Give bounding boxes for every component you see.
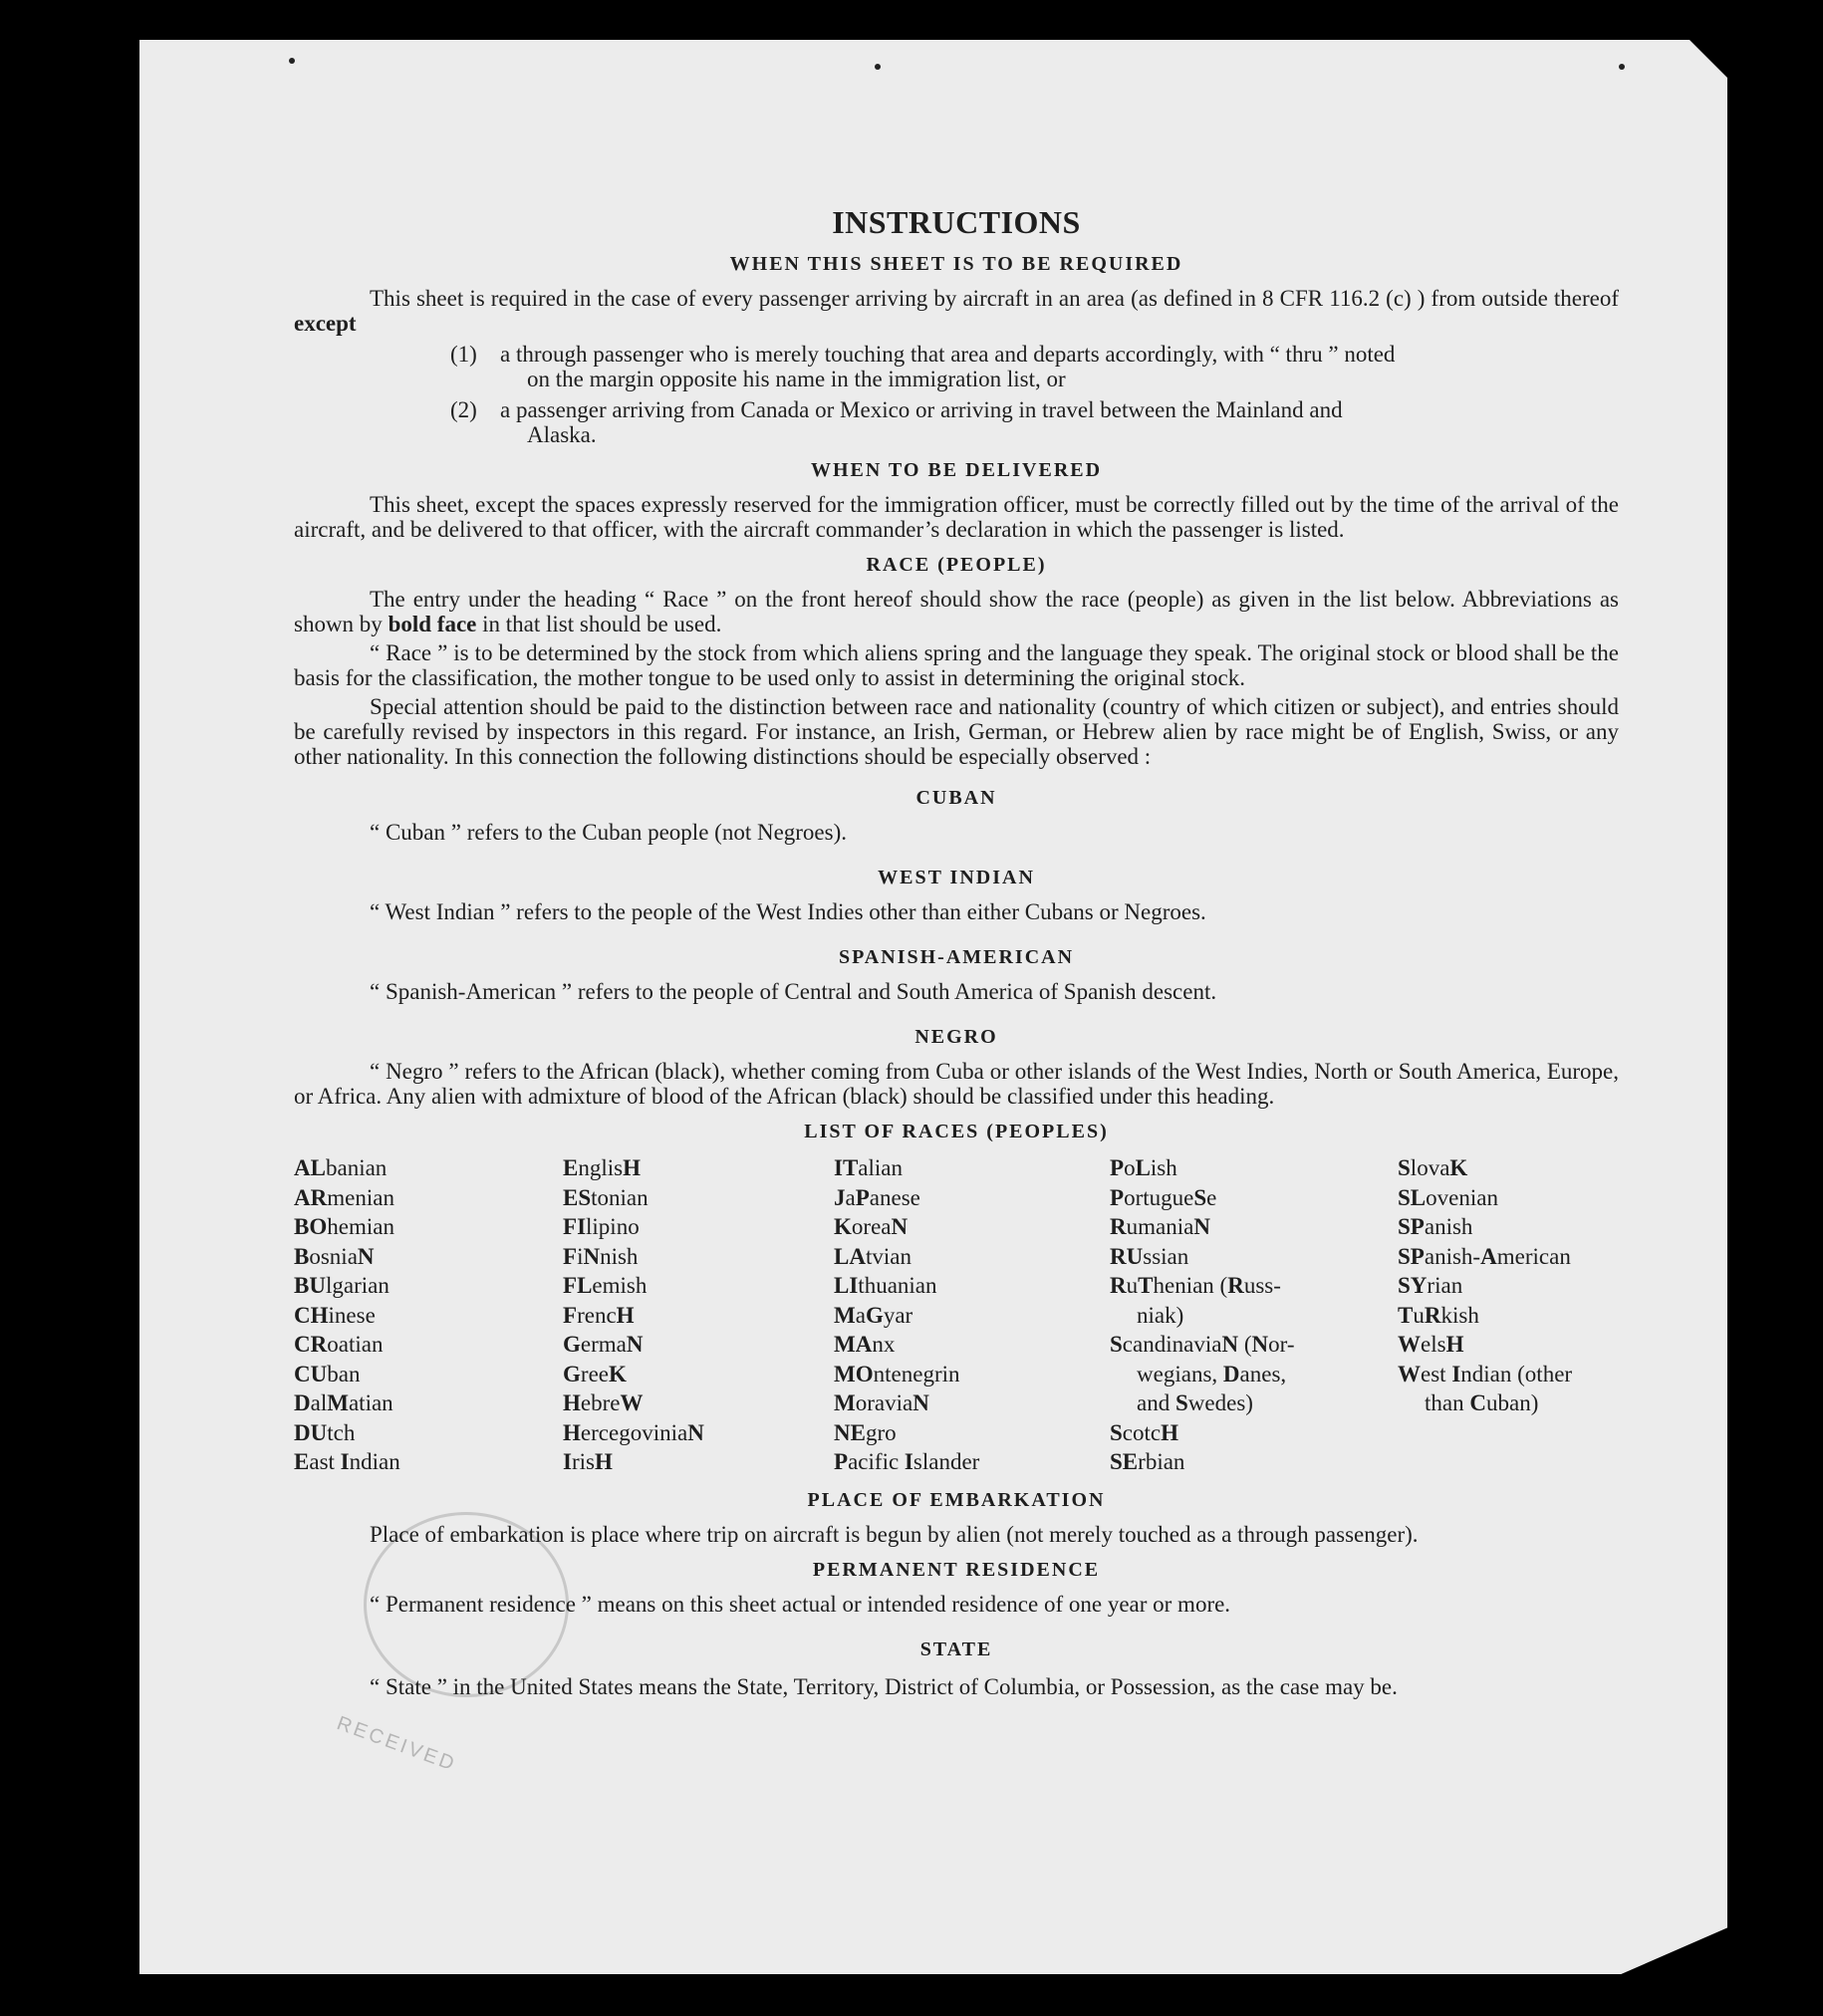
section-heading-race: RACE (PEOPLE) bbox=[866, 554, 1047, 576]
race-entry: BOhemian bbox=[294, 1214, 394, 1239]
race-entry: wegians, Danes, bbox=[1137, 1361, 1287, 1386]
race-entry: BosniaN bbox=[294, 1243, 375, 1269]
race-entry: FiNnish bbox=[563, 1243, 639, 1269]
section-heading-permanent-residence: PERMANENT RESIDENCE bbox=[812, 1558, 1101, 1581]
race-entry: NEgro bbox=[834, 1419, 897, 1445]
race-paragraph-3: Special attention should be paid to the distinction between race and nationality (country of which citizen or subject), and entries should be carefully revised by inspectors in this regard. For instance, an Irish, German, or Hebrew alien by race might be of English, Swiss, or any other nationality. In this connection the following distinctions should be especially observed : bbox=[294, 694, 1619, 769]
permanent-residence-text: “ Permanent residence ” means on this sheet actual or intended residence of one year or more. bbox=[370, 1591, 1231, 1617]
embarkation-text: Place of embarkation is place where trip on aircraft is begun by alien (not merely touched as a through passenger). bbox=[370, 1521, 1419, 1547]
page-corner bbox=[1689, 39, 1728, 79]
race-entry: SLovenian bbox=[1398, 1184, 1498, 1210]
race-entry: FLemish bbox=[563, 1273, 648, 1298]
page-title: INSTRUCTIONS bbox=[832, 204, 1081, 240]
race-entry: MAnx bbox=[834, 1332, 896, 1357]
required-intro: This sheet is required in the case of every passenger arriving by aircraft in an area (as defined in 8 CFR 116.2 (c) ) from outside thereof except bbox=[294, 286, 1619, 336]
races-column bbox=[1110, 1153, 1398, 1477]
race-entry: MaGyar bbox=[834, 1302, 913, 1328]
race-entry: Pacific Islander bbox=[834, 1449, 980, 1474]
race-entry: ScandinaviaN (Nor- bbox=[1110, 1332, 1295, 1357]
instructions-content bbox=[294, 164, 1619, 1703]
race-entry: East Indian bbox=[294, 1449, 400, 1474]
race-entry: ARmenian bbox=[294, 1184, 394, 1210]
exception-item: (2) a passenger arriving from Canada or Mexico or arriving in travel between the Mainland and Alaska. bbox=[450, 397, 1343, 447]
delivered-text: This sheet, except the spaces expressly reserved for the immigration officer, must be correctly filled out by the time of the arrival of the aircraft, and be delivered to that officer, with the aircraft commander’s declaration in which the passenger is listed. bbox=[294, 492, 1619, 542]
race-entry: EStonian bbox=[563, 1184, 649, 1210]
race-entry: SPanish-American bbox=[1398, 1243, 1571, 1269]
cuban-text: “ Cuban ” refers to the Cuban people (not Negroes). bbox=[370, 820, 848, 845]
race-entry: SPanish bbox=[1398, 1214, 1473, 1239]
west-indian-text: “ West Indian ” refers to the people of the West Indies other than either Cubans or Negroes. bbox=[370, 899, 1206, 924]
races-column bbox=[563, 1153, 834, 1477]
section-heading-embarkation: PLACE OF EMBARKATION bbox=[807, 1488, 1106, 1511]
section-heading-delivered: WHEN TO BE DELIVERED bbox=[810, 459, 1103, 481]
race-entry: PoLish bbox=[1110, 1155, 1177, 1180]
race-entry: LIthuanian bbox=[834, 1273, 937, 1298]
section-heading-cuban: CUBAN bbox=[915, 787, 997, 809]
section-heading-west-indian: WEST INDIAN bbox=[878, 867, 1035, 888]
race-entry: DalMatian bbox=[294, 1390, 393, 1415]
race-entry: CUban bbox=[294, 1361, 361, 1386]
section-heading-negro: NEGRO bbox=[914, 1026, 998, 1048]
race-entry: FrencH bbox=[563, 1302, 635, 1328]
page-corner-bottom bbox=[1619, 1927, 1728, 1975]
race-entry: TuRkish bbox=[1398, 1302, 1479, 1328]
race-entry: niak) bbox=[1137, 1302, 1184, 1328]
race-entry: PortugueSe bbox=[1110, 1184, 1217, 1210]
document-page bbox=[139, 40, 1727, 1974]
state-text: “ State ” in the United States means the State, Territory, District of Columbia, or Possession, as the case may be. bbox=[370, 1673, 1398, 1699]
race-entry: HercegoviniaN bbox=[563, 1419, 704, 1445]
race-entry: RumaniaN bbox=[1110, 1214, 1210, 1239]
section-heading-required: WHEN THIS SHEET IS TO BE REQUIRED bbox=[729, 253, 1183, 275]
race-entry: IrisH bbox=[563, 1449, 613, 1474]
race-entry: ALbanian bbox=[294, 1155, 388, 1180]
punch-mark bbox=[875, 64, 881, 70]
races-list bbox=[294, 1153, 1619, 1477]
section-heading-state: STATE bbox=[919, 1638, 993, 1660]
race-entry: BUlgarian bbox=[294, 1273, 390, 1298]
race-entry: SErbian bbox=[1110, 1449, 1185, 1474]
race-entry: RuThenian (Russ- bbox=[1110, 1273, 1281, 1298]
race-entry: than Cuban) bbox=[1425, 1390, 1539, 1415]
punch-mark bbox=[289, 58, 295, 64]
received-stamp-text: RECEIVED bbox=[334, 1712, 460, 1776]
race-entry: West Indian (other bbox=[1398, 1361, 1573, 1386]
section-heading-spanish-american: SPANISH-AMERICAN bbox=[838, 946, 1075, 968]
exception-item: (1) a through passenger who is merely touching that area and departs accordingly, with “ thru ” noted on the margin opposite his name in the immigration list, or bbox=[450, 342, 1396, 391]
race-entry: DUtch bbox=[294, 1419, 356, 1445]
race-paragraph-1: The entry under the heading “ Race ” on the front hereof should show the race (people) as given in the list below. Abbreviations as shown by bold face in that list should be used. bbox=[294, 587, 1619, 636]
race-entry: WelsH bbox=[1398, 1332, 1464, 1357]
races-column bbox=[294, 1153, 563, 1477]
race-entry: ScotcH bbox=[1110, 1419, 1179, 1445]
race-entry: GreeK bbox=[563, 1361, 627, 1386]
race-entry: EnglisH bbox=[563, 1155, 641, 1180]
race-entry: KoreaN bbox=[834, 1214, 909, 1239]
race-entry: MOntenegrin bbox=[834, 1361, 960, 1386]
race-entry: SlovaK bbox=[1398, 1155, 1468, 1180]
race-entry: ITalian bbox=[834, 1155, 904, 1180]
negro-text: “ Negro ” refers to the African (black), whether coming from Cuba or other islands of the West Indies, North or South America, Europe, or Africa. Any alien with admixture of blood of the African (black) should be classified under this heading. bbox=[294, 1059, 1619, 1109]
race-entry: FIlipino bbox=[563, 1214, 640, 1239]
race-entry: LAtvian bbox=[834, 1243, 912, 1269]
race-entry: RUssian bbox=[1110, 1243, 1189, 1269]
races-column bbox=[834, 1153, 1110, 1477]
races-column bbox=[1398, 1153, 1619, 1477]
race-entry: and Swedes) bbox=[1137, 1390, 1253, 1415]
race-entry: CHinese bbox=[294, 1302, 376, 1328]
section-heading-list-of-races: LIST OF RACES (PEOPLES) bbox=[804, 1121, 1109, 1142]
race-entry: HebreW bbox=[563, 1390, 644, 1415]
race-entry: CRoatian bbox=[294, 1332, 384, 1357]
race-entry: GermaN bbox=[563, 1332, 644, 1357]
punch-mark bbox=[1619, 64, 1625, 70]
race-entry: JaPanese bbox=[834, 1184, 920, 1210]
race-paragraph-2: “ Race ” is to be determined by the stock from which aliens spring and the language they speak. The original stock or blood shall be the basis for the classification, the mother tongue to be used only to assist in determining the original stock. bbox=[294, 640, 1619, 690]
spanish-american-text: “ Spanish-American ” refers to the people of Central and South America of Spanish descent. bbox=[370, 979, 1217, 1004]
race-entry: MoraviaN bbox=[834, 1390, 929, 1415]
race-entry: SYrian bbox=[1398, 1273, 1463, 1298]
